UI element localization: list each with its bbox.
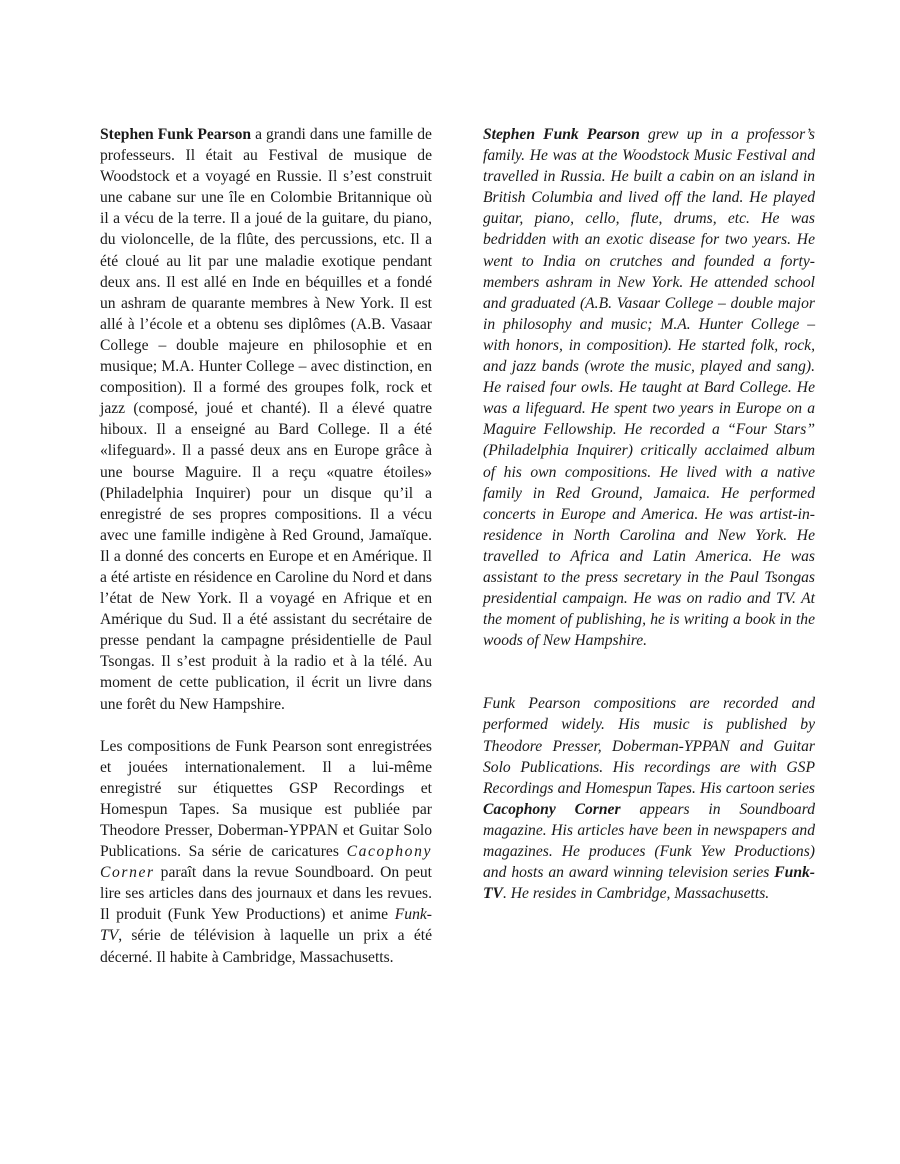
- french-compositions-paragraph: [100, 736, 432, 968]
- english-biography-paragraph: [483, 124, 815, 651]
- french-series-name: Cacophony Corner: [100, 843, 432, 882]
- english-column: [483, 124, 815, 904]
- french-comp-text-1: Les compositions de Funk Pearson sont enregistrées et jouées internationalement. Il a lui-même enregistré sur étiquettes GSP Recordings et Homespun Tapes. Sa musique est publiée par Theodore Presser, Doberman-YPPAN et Guitar Solo Publications. Sa série de caricatures: [100, 737, 432, 861]
- english-bio-text: grew up in a professor’s family. He was at the Woodstock Music Festival and travelled in Russia. He built a cabin on an island in British Columbia and lived off the land. He played guitar, piano, cello, flute, drums, etc. He was bedridden with an exotic disease for two years. He went to India on crutches and founded a forty-members ashram in New York. He attended school and graduated (A.B. Vasaar College – double major in philosophy and music; M.A. Hunter College – with honors, in composition). He started folk, rock, and jazz bands (wrote the music, played and sang). He raised four owls. He taught at Bard College. He was a lifeguard. He spent two years in Europe on a Maguire Fellowship. He recorded a “Four Stars” (Philadelphia Inquirer) critically acclaimed album of his own compositions. He lived with a native family in Red Ground, Jamaica. He performed concerts in Europe and America. He was artist-in-residence in North Carolina and New York. He travelled to Africa and Latin America. He was assistant to the press secretary in the Paul Tsongas presidential campaign. He was on radio and TV. At the moment of publishing, he is writing a book in the woods of New Hampshire.: [483, 126, 815, 650]
- english-comp-text-1: Funk Pearson compositions are recorded and performed widely. His music is published by Theodore Presser, Doberman-YPPAN and Guitar Solo Publications. His recordings are with GSP Recordings and Homespun Tapes. His cartoon series: [483, 695, 815, 797]
- french-column: [100, 124, 432, 968]
- english-bio-name: Stephen Funk Pearson: [483, 126, 640, 143]
- french-bio-name: Stephen Funk Pearson: [100, 126, 252, 143]
- french-biography-paragraph: [100, 124, 432, 715]
- english-compositions-paragraph: [483, 693, 815, 904]
- english-comp-text-3: . He resides in Cambridge, Massachusetts.: [502, 885, 770, 903]
- french-comp-text-3: , série de télévision à laquelle un prix a été décerné. Il habite à Cambridge, Massachusetts.: [100, 927, 432, 966]
- english-series-name: Cacophony Corner: [483, 800, 621, 818]
- english-comp-text-2: appears in Soundboard magazine. His articles have been in newspapers and magazines. He produces (Funk Yew Productions) and hosts an award winning television series: [483, 800, 816, 882]
- english-tv-name: Funk-TV: [483, 864, 815, 903]
- french-bio-text: a grandi dans une famille de professeurs. Il était au Festival de musique de Woodstock et a voyagé en Russie. Il s’est construit une cabane sur une île en Colombie Britannique où il a vécu de la terre. Il a joué de la guitare, du piano, du violoncelle, de la flûte, des percussions, etc. Il a été cloué au lit par une maladie exotique pendant deux ans. Il est allé en Inde en béquilles et a fondé un ashram de quarante membres à New York. Il est allé à l’école et a obtenu ses diplômes (A.B. Vasaar College – double majeure en philosophie et en musique; M.A. Hunter College – avec distinction, en composition). Il a formé des groupes folk, rock et jazz (composé, joué et chanté). Il a élevé quatre hiboux. Il a enseigné au Bard College. Il a été «lifeguard». Il a passé deux ans en Europe grâce à une bourse Maguire. Il a reçu «quatre étoiles» (Philadelphia Inquirer) pour un disque qu’il a enregistré de ses propres compositions. Il a vécu avec une famille indigène à Red Ground, Jamaïque. Il a donné des concerts en Europe et en Amérique. Il a été artiste en résidence en Caroline du Nord et dans l’état de New York. Il a voyagé en Afrique et en Amérique du Sud. Il a été assistant du secrétaire de presse pendant la campagne présidentielle de Paul Tsongas. Il s’est produit à la radio et à la télé. Au moment de cette publication, il écrit un livre dans une forêt du New Hampshire.: [100, 126, 432, 713]
- french-comp-text-2: paraît dans la revue Soundboard. On peut lire ses articles dans des journaux et dans les revues. Il produit (Funk Yew Productions) et anime: [100, 864, 432, 924]
- french-tv-name: Funk-TV: [100, 906, 432, 945]
